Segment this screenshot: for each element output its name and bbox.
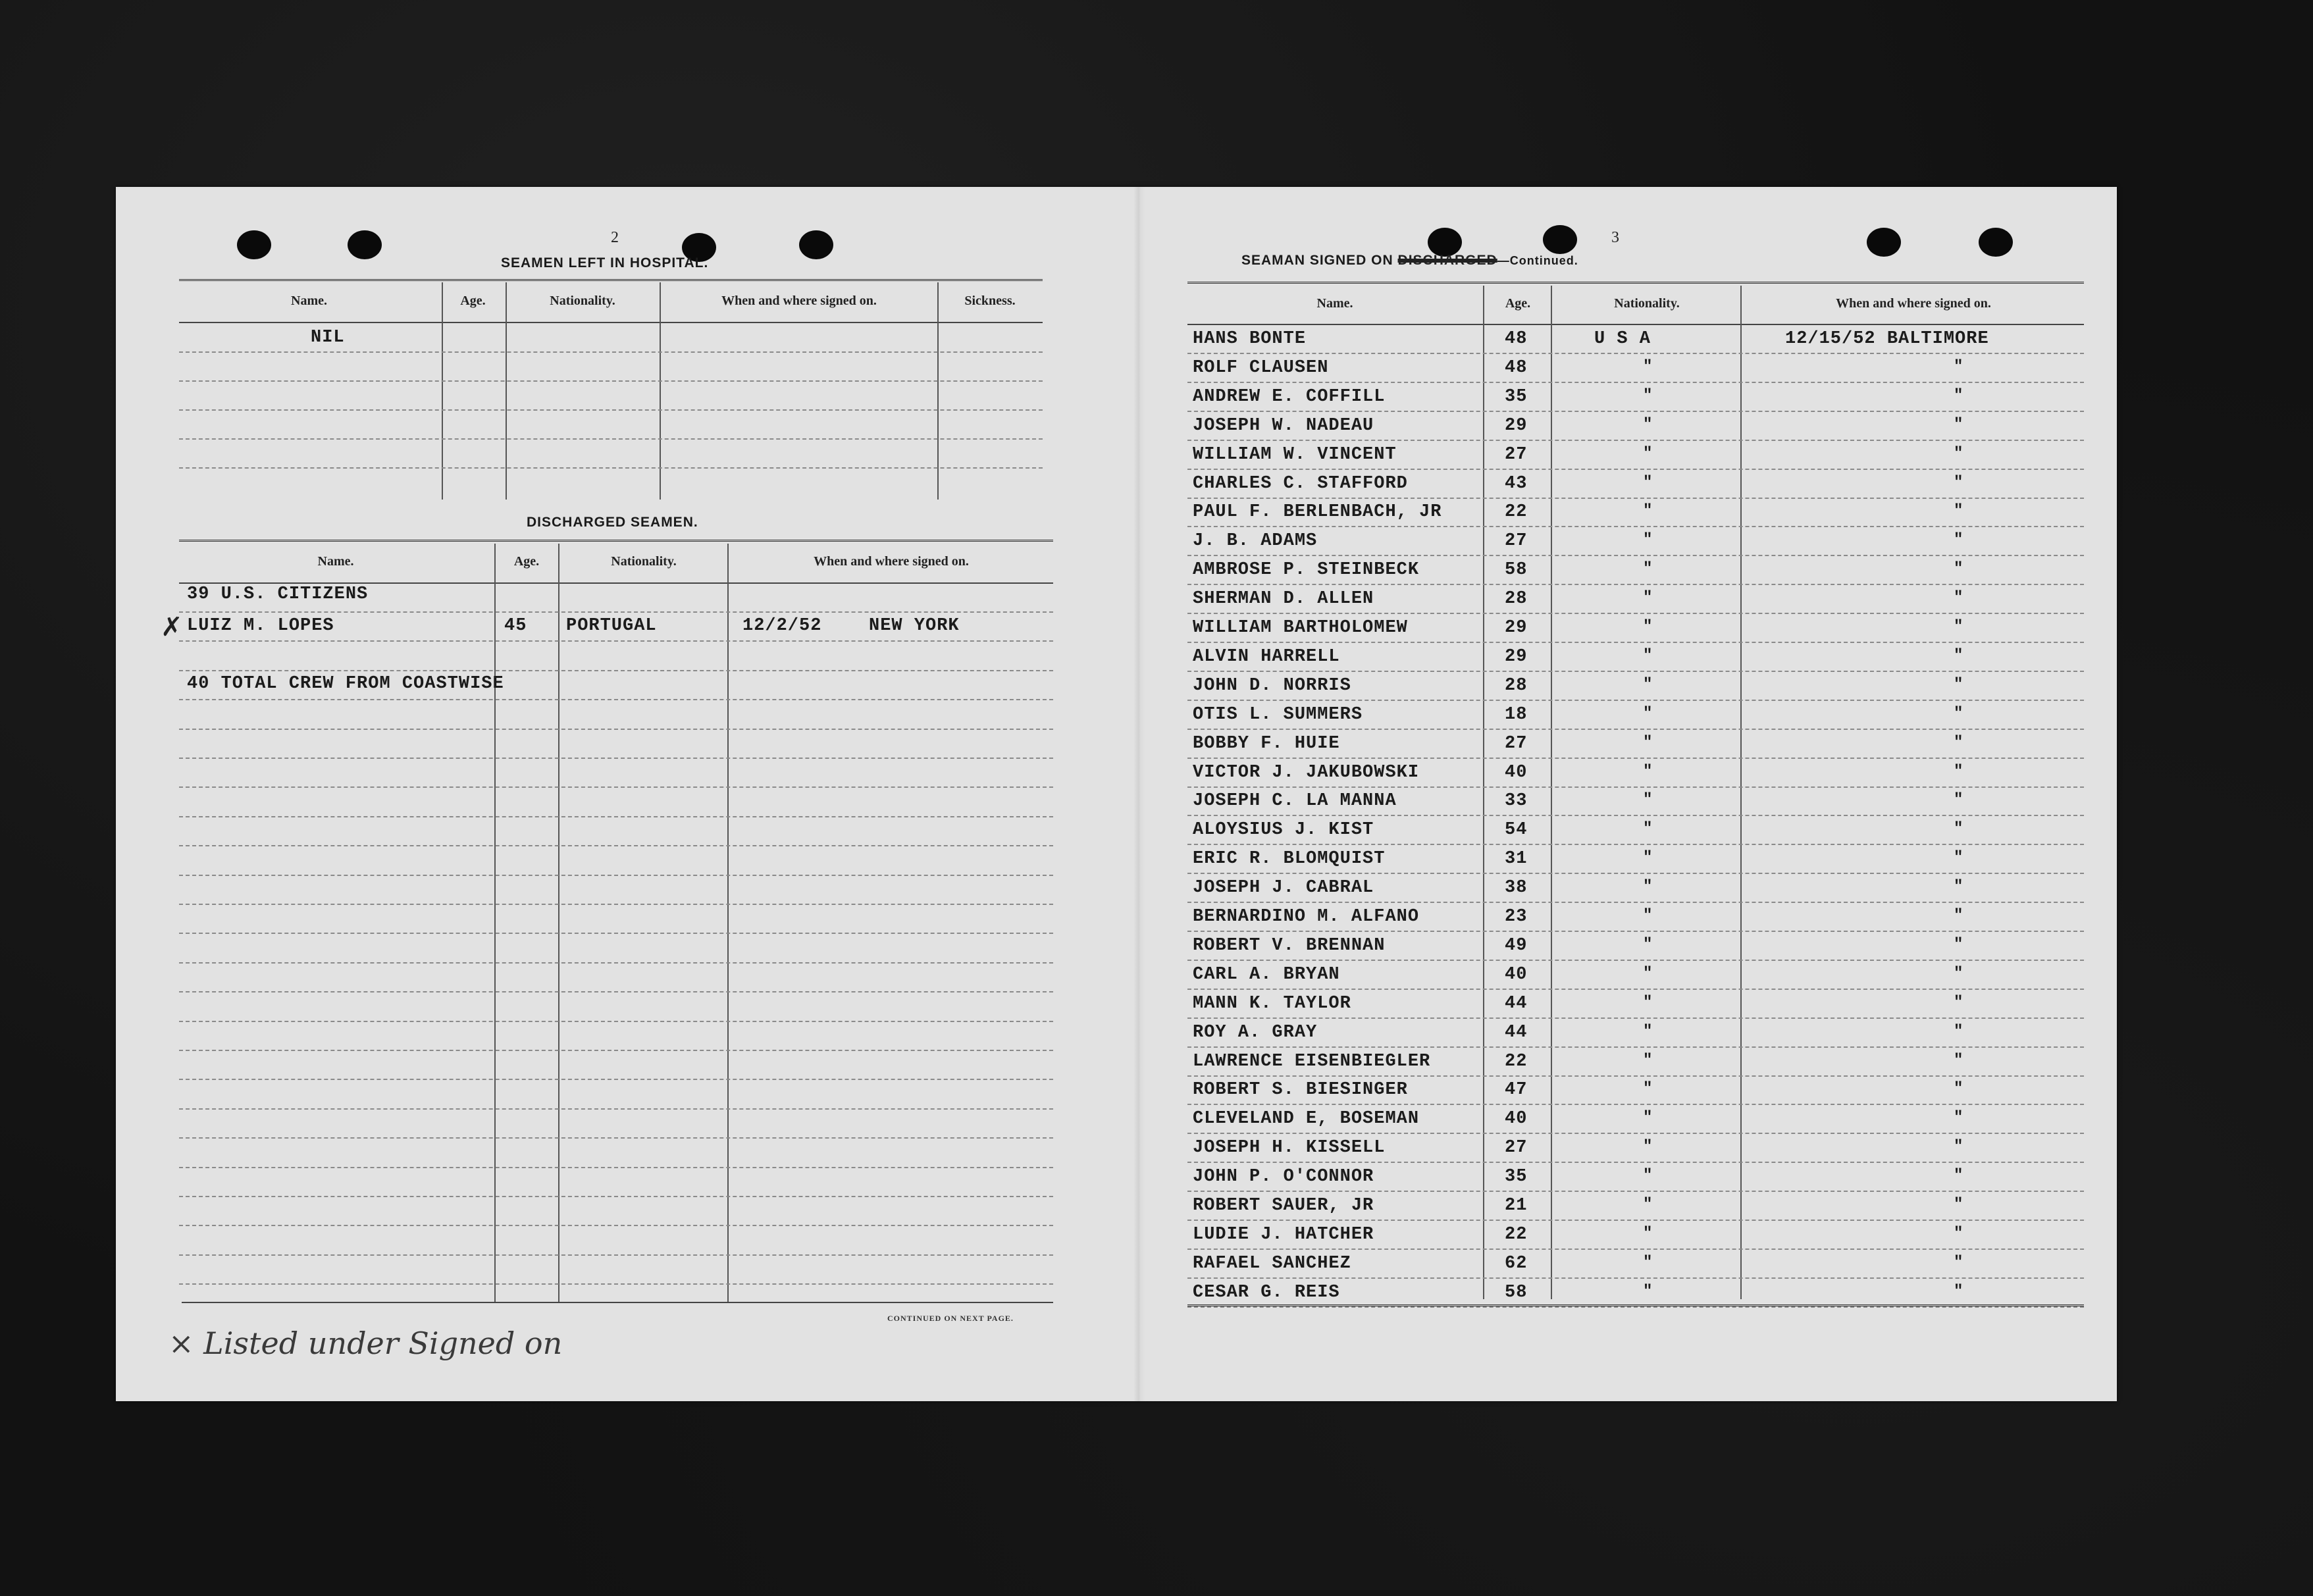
ruled-line bbox=[179, 904, 1053, 905]
ditto-mark: " bbox=[1643, 993, 1653, 1012]
ditto-mark: " bbox=[1643, 1282, 1653, 1300]
crew-name: ERIC R. BLOMQUIST bbox=[1193, 849, 1386, 869]
crew-age: 44 bbox=[1505, 993, 1528, 1014]
total-crew-line: 40 TOTAL CREW FROM COASTWISE bbox=[187, 674, 504, 694]
ditto-mark: " bbox=[1954, 849, 1963, 867]
crew-name: JOHN P. O'CONNOR bbox=[1193, 1167, 1374, 1187]
ruled-line bbox=[179, 611, 1053, 613]
crew-signed-on: 12/15/52 BALTIMORE bbox=[1785, 329, 1989, 349]
hospital-section-title: SEAMEN LEFT IN HOSPITAL. bbox=[501, 255, 709, 270]
ditto-mark: " bbox=[1643, 907, 1653, 925]
crew-name: MANN K. TAYLOR bbox=[1193, 993, 1351, 1014]
ditto-mark: " bbox=[1643, 935, 1653, 954]
ditto-mark: " bbox=[1643, 762, 1653, 781]
ruled-line bbox=[179, 1167, 1053, 1168]
ditto-mark: " bbox=[1954, 733, 1963, 752]
ruled-line bbox=[1187, 815, 2084, 816]
crew-age: 29 bbox=[1505, 618, 1528, 638]
ruled-line bbox=[1187, 584, 2084, 585]
crew-name: JOSEPH C. LA MANNA bbox=[1193, 791, 1397, 811]
discharged-section-title: DISCHARGED SEAMEN. bbox=[527, 515, 698, 530]
ditto-mark: " bbox=[1954, 1022, 1963, 1041]
ruled-line bbox=[179, 670, 1053, 671]
ditto-mark: " bbox=[1643, 1224, 1653, 1243]
ruled-line bbox=[1187, 786, 2084, 788]
crew-age: 29 bbox=[1505, 646, 1528, 667]
crew-age: 31 bbox=[1505, 849, 1528, 869]
ruled-line bbox=[179, 758, 1053, 759]
crew-name: JOSEPH J. CABRAL bbox=[1193, 878, 1374, 898]
crew-name: WILLIAM BARTHOLOMEW bbox=[1193, 618, 1408, 638]
ditto-mark: " bbox=[1643, 531, 1653, 550]
ruled-line bbox=[179, 438, 1043, 440]
crew-age: 58 bbox=[1505, 560, 1528, 580]
ditto-mark: " bbox=[1643, 733, 1653, 752]
crew-age: 40 bbox=[1505, 964, 1528, 985]
ruled-line bbox=[1187, 469, 2084, 470]
check-mark: ✗ bbox=[161, 612, 183, 642]
crew-age: 28 bbox=[1505, 589, 1528, 609]
ditto-mark: " bbox=[1643, 560, 1653, 579]
ruled-line bbox=[179, 1254, 1053, 1256]
ditto-mark: " bbox=[1954, 907, 1963, 925]
ditto-mark: " bbox=[1954, 1196, 1963, 1214]
crew-age: 35 bbox=[1505, 1167, 1528, 1187]
ditto-mark: " bbox=[1954, 502, 1963, 521]
discharged-date: 12/2/52 bbox=[742, 616, 822, 636]
ditto-mark: " bbox=[1954, 820, 1963, 838]
ditto-mark: " bbox=[1954, 1253, 1963, 1272]
col-header-age: Age. bbox=[460, 294, 486, 308]
ditto-mark: " bbox=[1954, 704, 1963, 723]
ditto-mark: " bbox=[1643, 820, 1653, 838]
column-divider bbox=[494, 544, 496, 1302]
ruled-line bbox=[179, 1225, 1053, 1226]
crew-age: 49 bbox=[1505, 935, 1528, 956]
ruled-line bbox=[1187, 1191, 2084, 1192]
crew-name: ROBERT V. BRENNAN bbox=[1193, 935, 1386, 956]
crew-name: ALOYSIUS J. KIST bbox=[1193, 820, 1374, 840]
ditto-mark: " bbox=[1954, 675, 1963, 694]
ditto-mark: " bbox=[1954, 1224, 1963, 1243]
crew-age: 40 bbox=[1505, 762, 1528, 783]
ruled-line bbox=[179, 1137, 1053, 1139]
ditto-mark: " bbox=[1954, 1138, 1963, 1156]
crew-name: CLEVELAND E, BOSEMAN bbox=[1193, 1109, 1420, 1129]
ruled-line bbox=[1187, 989, 2084, 990]
ditto-mark: " bbox=[1954, 791, 1963, 810]
ruled-line bbox=[179, 1050, 1053, 1051]
punch-hole bbox=[348, 230, 382, 259]
col-header-signed-on: When and where signed on. bbox=[721, 294, 877, 308]
punch-hole bbox=[237, 230, 271, 259]
ditto-mark: " bbox=[1954, 646, 1963, 665]
ditto-mark: " bbox=[1643, 357, 1653, 376]
ditto-mark: " bbox=[1643, 1253, 1653, 1272]
ruled-line bbox=[179, 962, 1053, 964]
ruled-line bbox=[1187, 1248, 2084, 1250]
ditto-mark: " bbox=[1954, 1080, 1963, 1098]
ditto-mark: " bbox=[1643, 473, 1653, 492]
ruled-line bbox=[179, 1283, 1053, 1285]
ruled-line bbox=[179, 991, 1053, 992]
ditto-mark: " bbox=[1954, 589, 1963, 607]
ditto-mark: " bbox=[1643, 964, 1653, 983]
ditto-mark: " bbox=[1954, 1051, 1963, 1069]
ruled-line bbox=[179, 729, 1053, 730]
ruled-line bbox=[179, 640, 1053, 642]
discharged-age: 45 bbox=[504, 616, 527, 636]
col-header-name: Name. bbox=[291, 294, 327, 308]
ruled-line bbox=[179, 380, 1043, 382]
ruled-line bbox=[1187, 844, 2084, 845]
crew-age: 22 bbox=[1505, 1051, 1528, 1071]
ditto-mark: " bbox=[1643, 791, 1653, 810]
crew-name: AMBROSE P. STEINBECK bbox=[1193, 560, 1420, 580]
col-header-signed-on: When and where signed on. bbox=[814, 554, 969, 569]
crew-name: JOSEPH H. KISSELL bbox=[1193, 1138, 1386, 1158]
crew-name: ROBERT S. BIESINGER bbox=[1193, 1080, 1408, 1100]
crew-age: 62 bbox=[1505, 1253, 1528, 1274]
ruled-line bbox=[1187, 1017, 2084, 1019]
document-sheet bbox=[116, 187, 2117, 1401]
col-header-name: Name. bbox=[1316, 296, 1353, 311]
ruled-line bbox=[1187, 353, 2084, 354]
ditto-mark: " bbox=[1954, 560, 1963, 579]
crew-age: 21 bbox=[1505, 1196, 1528, 1216]
ditto-mark: " bbox=[1954, 878, 1963, 896]
ruled-line bbox=[1187, 411, 2084, 412]
crew-name: JOHN D. NORRIS bbox=[1193, 675, 1351, 696]
ruled-line bbox=[1187, 440, 2084, 441]
crew-name: CARL A. BRYAN bbox=[1193, 964, 1340, 985]
page-number-left: 2 bbox=[611, 229, 619, 246]
punch-hole bbox=[1979, 228, 2013, 257]
ruled-line bbox=[1187, 382, 2084, 383]
ruled-line bbox=[179, 351, 1043, 353]
crew-name: RAFAEL SANCHEZ bbox=[1193, 1253, 1351, 1274]
center-fold bbox=[1133, 187, 1145, 1401]
ditto-mark: " bbox=[1954, 1282, 1963, 1300]
ditto-mark: " bbox=[1643, 1051, 1653, 1069]
ruled-line bbox=[1187, 1220, 2084, 1221]
ditto-mark: " bbox=[1643, 1167, 1653, 1185]
header-rule bbox=[179, 322, 1043, 323]
table-bottom-rule bbox=[182, 1302, 1053, 1303]
crew-age: 33 bbox=[1505, 791, 1528, 811]
ruled-line bbox=[1187, 700, 2084, 701]
ruled-line bbox=[1187, 729, 2084, 730]
col-header-name: Name. bbox=[317, 554, 354, 569]
ditto-mark: " bbox=[1643, 675, 1653, 694]
ruled-line bbox=[1187, 526, 2084, 527]
col-header-nationality: Nationality. bbox=[550, 294, 615, 308]
crew-age: 54 bbox=[1505, 820, 1528, 840]
discharged-nationality: PORTUGAL bbox=[566, 616, 657, 636]
ditto-mark: " bbox=[1643, 386, 1653, 405]
table-top-rule bbox=[1187, 282, 2084, 284]
discharged-place: NEW YORK bbox=[869, 616, 960, 636]
crew-age: 27 bbox=[1505, 733, 1528, 754]
crew-name: ROBERT SAUER, JR bbox=[1193, 1196, 1374, 1216]
struck-out-word: DISCHARGED bbox=[1397, 253, 1497, 268]
discharged-name: LUIZ M. LOPES bbox=[187, 616, 334, 636]
col-header-sickness: Sickness. bbox=[964, 294, 1016, 308]
crew-name: BOBBY F. HUIE bbox=[1193, 733, 1340, 754]
crew-nationality: U S A bbox=[1594, 329, 1651, 349]
crew-age: 40 bbox=[1505, 1109, 1528, 1129]
table-top-rule bbox=[179, 540, 1053, 542]
ruled-line bbox=[1187, 902, 2084, 903]
ruled-line bbox=[179, 816, 1053, 817]
crew-name: CESAR G. REIS bbox=[1193, 1282, 1340, 1302]
ditto-mark: " bbox=[1643, 618, 1653, 636]
ruled-line bbox=[1187, 1104, 2084, 1105]
crew-name: WILLIAM W. VINCENT bbox=[1193, 444, 1397, 465]
ruled-line bbox=[1187, 1046, 2084, 1048]
crew-name: J. B. ADAMS bbox=[1193, 531, 1318, 552]
ruled-line bbox=[1187, 931, 2084, 932]
ditto-mark: " bbox=[1954, 1167, 1963, 1185]
ditto-mark: " bbox=[1954, 386, 1963, 405]
crew-age: 48 bbox=[1505, 357, 1528, 378]
ditto-mark: " bbox=[1954, 444, 1963, 463]
ditto-mark: " bbox=[1954, 993, 1963, 1012]
ditto-mark: " bbox=[1643, 878, 1653, 896]
ditto-mark: " bbox=[1643, 1022, 1653, 1041]
ditto-mark: " bbox=[1643, 646, 1653, 665]
crew-name: BERNARDINO M. ALFANO bbox=[1193, 907, 1420, 927]
punch-hole bbox=[1867, 228, 1901, 257]
header-rule bbox=[179, 582, 1053, 584]
ditto-mark: " bbox=[1954, 618, 1963, 636]
table-top-rule bbox=[179, 279, 1043, 281]
col-header-age: Age. bbox=[513, 554, 540, 569]
header-rule bbox=[1187, 324, 2084, 325]
ditto-mark: " bbox=[1954, 473, 1963, 492]
ruled-line bbox=[1187, 1162, 2084, 1163]
crew-name: SHERMAN D. ALLEN bbox=[1193, 589, 1374, 609]
ruled-line bbox=[1187, 613, 2084, 614]
continued-note: CONTINUED ON NEXT PAGE. bbox=[887, 1314, 1014, 1323]
crew-age: 44 bbox=[1505, 1022, 1528, 1043]
ruled-line bbox=[1187, 873, 2084, 874]
crew-age: 27 bbox=[1505, 1138, 1528, 1158]
ruled-line bbox=[179, 933, 1053, 934]
crew-age: 27 bbox=[1505, 444, 1528, 465]
crew-name: ROY A. GRAY bbox=[1193, 1022, 1318, 1043]
ditto-mark: " bbox=[1643, 1196, 1653, 1214]
ruled-line bbox=[179, 467, 1043, 469]
crew-age: 48 bbox=[1505, 329, 1528, 349]
crew-name: ROLF CLAUSEN bbox=[1193, 357, 1329, 378]
col-header-signed-on: When and where signed on. bbox=[1836, 296, 1991, 311]
crew-age: 47 bbox=[1505, 1080, 1528, 1100]
ruled-line bbox=[1187, 758, 2084, 759]
crew-name: ANDREW E. COFFILL bbox=[1193, 386, 1386, 407]
ditto-mark: " bbox=[1643, 589, 1653, 607]
ditto-mark: " bbox=[1643, 849, 1653, 867]
crew-age: 22 bbox=[1505, 502, 1528, 523]
ruled-line bbox=[179, 1196, 1053, 1197]
ditto-mark: " bbox=[1643, 415, 1653, 434]
crew-age: 58 bbox=[1505, 1282, 1528, 1302]
ditto-mark: " bbox=[1954, 531, 1963, 550]
ruled-line bbox=[1187, 1277, 2084, 1279]
col-header-nationality: Nationality. bbox=[1614, 296, 1680, 311]
ruled-line bbox=[179, 1108, 1053, 1110]
ruled-line bbox=[179, 1021, 1053, 1022]
crew-name: PAUL F. BERLENBACH, JR bbox=[1193, 502, 1442, 523]
table-bottom-rule bbox=[1187, 1304, 2084, 1306]
ditto-mark: " bbox=[1954, 762, 1963, 781]
handwritten-note: × Listed under Signed on bbox=[169, 1326, 563, 1361]
crew-name: VICTOR J. JAKUBOWSKI bbox=[1193, 762, 1420, 783]
crew-age: 43 bbox=[1505, 473, 1528, 494]
ruled-line bbox=[179, 1079, 1053, 1080]
crew-age: 22 bbox=[1505, 1224, 1528, 1245]
hospital-entry: NIL bbox=[311, 328, 345, 348]
ruled-line bbox=[1187, 1075, 2084, 1077]
column-divider bbox=[558, 544, 559, 1302]
ditto-mark: " bbox=[1954, 415, 1963, 434]
ruled-line bbox=[1187, 555, 2084, 556]
crew-age: 23 bbox=[1505, 907, 1528, 927]
ditto-mark: " bbox=[1643, 1138, 1653, 1156]
crew-age: 29 bbox=[1505, 415, 1528, 436]
crew-name: LAWRENCE EISENBIEGLER bbox=[1193, 1051, 1431, 1071]
ditto-mark: " bbox=[1643, 502, 1653, 521]
ruled-line bbox=[1187, 960, 2084, 961]
page-number-right: 3 bbox=[1611, 229, 1619, 246]
crew-age: 28 bbox=[1505, 675, 1528, 696]
ditto-mark: " bbox=[1954, 935, 1963, 954]
crew-age: 35 bbox=[1505, 386, 1528, 407]
crew-name: ALVIN HARRELL bbox=[1193, 646, 1340, 667]
ditto-mark: " bbox=[1954, 964, 1963, 983]
ruled-line bbox=[179, 699, 1053, 700]
ruled-line bbox=[1187, 671, 2084, 672]
ruled-line bbox=[1187, 498, 2084, 499]
ruled-line bbox=[179, 786, 1053, 788]
crew-age: 27 bbox=[1505, 531, 1528, 552]
crew-age: 18 bbox=[1505, 704, 1528, 725]
crew-name: CHARLES C. STAFFORD bbox=[1193, 473, 1408, 494]
ruled-line bbox=[1187, 1133, 2084, 1134]
col-header-age: Age. bbox=[1505, 296, 1531, 311]
column-divider bbox=[1740, 286, 1742, 1299]
ditto-mark: " bbox=[1954, 357, 1963, 376]
ruled-line bbox=[1187, 642, 2084, 643]
ditto-mark: " bbox=[1954, 1109, 1963, 1127]
signed-on-title: SEAMAN SIGNED ON DISCHARGED—Continued. bbox=[1241, 253, 1578, 268]
punch-hole bbox=[1543, 225, 1577, 254]
crew-age: 38 bbox=[1505, 878, 1528, 898]
column-divider bbox=[727, 544, 729, 1302]
crew-name: OTIS L. SUMMERS bbox=[1193, 704, 1363, 725]
citizens-count-line: 39 U.S. CITIZENS bbox=[187, 584, 369, 604]
ditto-mark: " bbox=[1643, 704, 1653, 723]
ditto-mark: " bbox=[1643, 444, 1653, 463]
ruled-line bbox=[179, 845, 1053, 846]
column-divider bbox=[1483, 286, 1484, 1299]
crew-name: LUDIE J. HATCHER bbox=[1193, 1224, 1374, 1245]
ditto-mark: " bbox=[1643, 1080, 1653, 1098]
crew-name: JOSEPH W. NADEAU bbox=[1193, 415, 1374, 436]
crew-name: HANS BONTE bbox=[1193, 329, 1307, 349]
ruled-line bbox=[179, 409, 1043, 411]
column-divider bbox=[1551, 286, 1552, 1299]
punch-hole bbox=[799, 230, 833, 259]
ditto-mark: " bbox=[1643, 1109, 1653, 1127]
ruled-line bbox=[179, 875, 1053, 876]
col-header-nationality: Nationality. bbox=[611, 554, 677, 569]
